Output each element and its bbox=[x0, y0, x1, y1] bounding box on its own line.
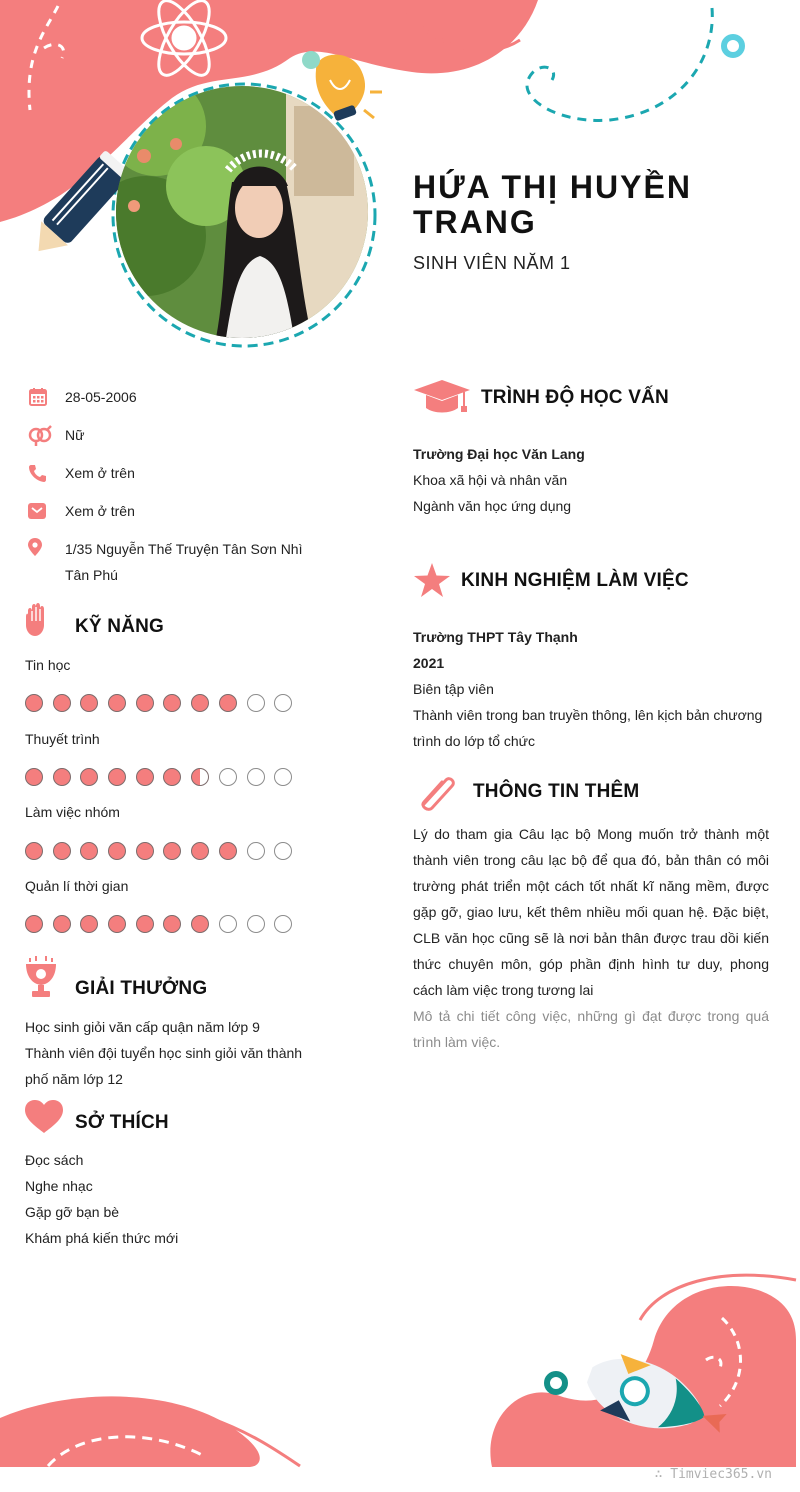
rating-dot bbox=[80, 694, 98, 712]
rating-dot bbox=[136, 694, 154, 712]
experience-position: Biên tập viên bbox=[413, 681, 494, 697]
award-item: Học sinh giỏi văn cấp quận năm lớp 9 bbox=[25, 1019, 260, 1035]
rating-dot bbox=[80, 768, 98, 786]
awards-list bbox=[25, 1014, 345, 1092]
experience-block bbox=[413, 624, 769, 754]
rating-dot bbox=[80, 915, 98, 933]
address-line-2: Tân Phú bbox=[65, 567, 118, 583]
rating-dot bbox=[247, 694, 265, 712]
rating-dot bbox=[136, 768, 154, 786]
skill-rating bbox=[25, 694, 302, 712]
rating-dot bbox=[163, 842, 181, 860]
rating-dot bbox=[247, 768, 265, 786]
hobby-item: Khám phá kiến thức mới bbox=[25, 1230, 179, 1246]
experience-company: Trường THPT Tây Thạnh bbox=[413, 629, 578, 645]
extra-heading: THÔNG TIN THÊM bbox=[473, 781, 640, 802]
gender-value: Nữ bbox=[65, 427, 85, 443]
hobby-item: Nghe nhạc bbox=[25, 1178, 93, 1194]
education-major: Ngành văn học ứng dụng bbox=[413, 498, 572, 514]
paperclip-icon bbox=[416, 770, 458, 812]
awards-heading: GIẢI THƯỞNG bbox=[75, 978, 208, 999]
hand-icon bbox=[24, 603, 48, 637]
location-pin-icon bbox=[28, 536, 65, 564]
rating-dot bbox=[219, 915, 237, 933]
skill-label: Làm việc nhóm bbox=[25, 804, 120, 820]
rating-dot bbox=[25, 842, 43, 860]
skill-label: Quản lí thời gian bbox=[25, 878, 129, 894]
phone-value: Xem ở trên bbox=[65, 465, 135, 481]
rating-dot bbox=[108, 768, 126, 786]
graduation-cap-icon bbox=[414, 380, 470, 414]
hobbies-list bbox=[25, 1147, 178, 1251]
teal-dashed-curve bbox=[527, 8, 712, 120]
rating-dot bbox=[274, 768, 292, 786]
extra-paragraph: Lý do tham gia Câu lạc bộ Mong muốn trở thành một thành viên trong câu lạc bộ để qua đó, bản thân có môi trường phát triển một cách tốt nhất kĩ năng mềm, được gặp gỡ, giao lưu, kết thêm nhiều mối quan hệ. Đặc biệt, CLB văn học cũng sẽ là nơi bản thân được trau dồi kiến thức chuyên môn, góp phần định hình tư duy, phong cách làm việc trong tương lai bbox=[413, 826, 769, 998]
rating-dot bbox=[219, 694, 237, 712]
rating-dot bbox=[25, 694, 43, 712]
hobbies-heading: SỞ THÍCH bbox=[75, 1112, 169, 1133]
calendar-icon bbox=[28, 384, 65, 410]
rating-dot bbox=[247, 915, 265, 933]
hobby-item: Đọc sách bbox=[25, 1152, 84, 1168]
rating-dot bbox=[80, 842, 98, 860]
award-item: phố năm lớp 12 bbox=[25, 1071, 123, 1087]
contact-gender bbox=[28, 422, 348, 448]
skill-rating bbox=[25, 915, 302, 933]
candidate-name: HỨA THỊ HUYỀN TRANG bbox=[413, 169, 692, 240]
teal-ring-bottom bbox=[547, 1374, 565, 1392]
rating-dot bbox=[219, 768, 237, 786]
skill-rating bbox=[25, 768, 302, 786]
experience-heading: KINH NGHIỆM LÀM VIỆC bbox=[461, 570, 689, 591]
watermark: ∴ Timviec365.vn bbox=[654, 1467, 772, 1482]
skill-label: Thuyết trình bbox=[25, 731, 100, 747]
rating-dot bbox=[53, 915, 71, 933]
experience-year: 2021 bbox=[413, 655, 445, 671]
rating-dot bbox=[274, 694, 292, 712]
birthday-value: 28-05-2006 bbox=[65, 389, 137, 405]
trophy-icon bbox=[24, 956, 58, 1002]
skill-rating bbox=[25, 842, 302, 860]
hobby-item: Gặp gỡ bạn bè bbox=[25, 1204, 120, 1220]
experience-description: Thành viên trong ban truyền thông, lên kịch bản chương bbox=[413, 707, 763, 723]
rating-dot bbox=[191, 694, 209, 712]
rating-dot bbox=[163, 694, 181, 712]
experience-description: trình do lớp tổ chức bbox=[413, 733, 536, 749]
address-line-1: 1/35 Nguyễn Thế Truyện Tân Sơn Nhì bbox=[65, 541, 303, 557]
rating-dot bbox=[274, 842, 292, 860]
star-icon bbox=[414, 563, 450, 597]
award-item: Thành viên đội tuyển học sinh giỏi văn thành bbox=[25, 1045, 303, 1061]
rating-dot bbox=[136, 842, 154, 860]
gender-icon bbox=[28, 422, 65, 448]
contact-address bbox=[28, 536, 348, 588]
rating-dot bbox=[25, 768, 43, 786]
rating-dot bbox=[108, 842, 126, 860]
heart-icon bbox=[25, 1100, 63, 1134]
rating-dot bbox=[53, 768, 71, 786]
rating-dot bbox=[247, 842, 265, 860]
rating-dot bbox=[191, 842, 209, 860]
contact-email bbox=[28, 498, 348, 524]
rating-dot bbox=[136, 915, 154, 933]
bottom-left-blob bbox=[0, 1396, 260, 1467]
rating-dot bbox=[191, 768, 209, 786]
rating-dot bbox=[53, 842, 71, 860]
rating-dot bbox=[163, 768, 181, 786]
rating-dot bbox=[25, 915, 43, 933]
contact-phone bbox=[28, 460, 348, 486]
email-icon bbox=[28, 498, 65, 524]
rating-dot bbox=[53, 694, 71, 712]
extra-placeholder: Mô tả chi tiết công việc, những gì đạt được trong quá trình làm việc. bbox=[413, 1008, 769, 1050]
skills-heading: KỸ NĂNG bbox=[75, 616, 165, 637]
teal-ring bbox=[724, 37, 742, 55]
education-faculty: Khoa xã hội và nhân văn bbox=[413, 472, 568, 488]
education-school: Trường Đại học Văn Lang bbox=[413, 446, 585, 462]
email-value: Xem ở trên bbox=[65, 503, 135, 519]
rating-dot bbox=[274, 915, 292, 933]
phone-icon bbox=[28, 460, 65, 486]
candidate-title: SINH VIÊN NĂM 1 bbox=[413, 253, 571, 273]
rating-dot bbox=[108, 915, 126, 933]
rating-dot bbox=[191, 915, 209, 933]
skill-label: Tin học bbox=[25, 657, 71, 673]
rating-dot bbox=[108, 694, 126, 712]
profile-photo bbox=[116, 86, 368, 338]
education-block bbox=[413, 441, 773, 519]
education-heading: TRÌNH ĐỘ HỌC VẤN bbox=[481, 387, 669, 408]
rating-dot bbox=[163, 915, 181, 933]
rating-dot bbox=[219, 842, 237, 860]
contact-birthday bbox=[28, 384, 348, 410]
